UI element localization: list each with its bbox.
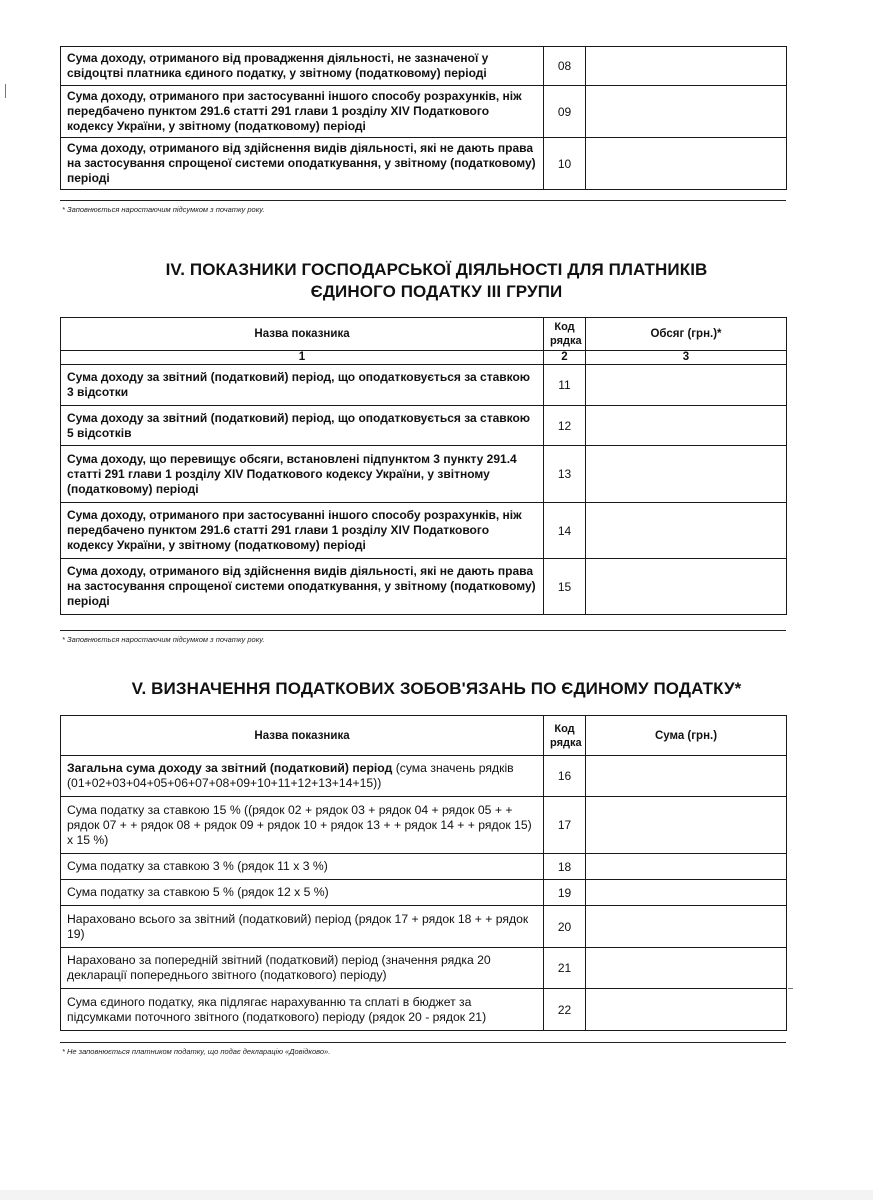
table-row — [61, 880, 787, 906]
header-value: Сума (грн.) — [586, 716, 787, 756]
table-row — [61, 854, 787, 880]
row-name: Сума доходу, отриманого при застосуванні іншого способу розрахунків, ніж передбачено пунктом 291.6 статті 291 глави 1 розділу XIV Податкового кодексу України, у звітному (податковому) періоді — [61, 503, 544, 559]
row-name: Сума доходу, отриманого від здійснення видів діяльності, які не дають права на застосування спрощеної системи оподаткування, у звітному (податковому) періоді — [61, 559, 544, 615]
row-name: Сума доходу, отриманого від здійснення видів діяльності, які не дають права на застосування спрощеної системи оподаткування, у звітному (податковому) періоді — [61, 138, 544, 190]
section4-table — [60, 317, 787, 615]
row-name: Сума податку за ставкою 15 % ((рядок 02 + рядок 03 + рядок 04 + рядок 05 + + рядок 07 + + рядок 08 + рядок 09 + рядок 10 + рядок 13 + + рядок 14 + + рядок 15) х 15 %) — [61, 797, 544, 854]
row-code: 09 — [544, 86, 586, 138]
row-code: 08 — [544, 47, 586, 86]
header-name: Назва показника — [61, 716, 544, 756]
row-name: Сума доходу за звітний (податковий) період, що оподатковується за ставкою 3 відсотки — [61, 365, 544, 406]
header-code-line2: рядка — [550, 335, 582, 347]
table-row — [61, 756, 787, 797]
row-name: Сума податку за ставкою 5 % (рядок 12 х 5 %) — [61, 880, 544, 906]
row-name: Сума доходу за звітний (податковий) період, що оподатковується за ставкою 5 відсотків — [61, 406, 544, 446]
row-value-cell[interactable] — [586, 854, 787, 880]
row-value-cell[interactable] — [586, 989, 787, 1031]
section4-title-line2: ЄДИНОГО ПОДАТКУ III ГРУПИ — [310, 282, 563, 301]
section3-table — [60, 46, 787, 190]
row-code: 11 — [544, 365, 586, 406]
divider — [60, 200, 786, 201]
row-name: Нараховано всього за звітний (податковий) період (рядок 17 + рядок 18 + + рядок 19) — [61, 906, 544, 948]
column-number: 1 — [61, 351, 544, 365]
section4-title-line1: IV. ПОКАЗНИКИ ГОСПОДАРСЬКОЇ ДІЯЛЬНОСТІ ДЛЯ ПЛАТНИКІВ — [165, 260, 708, 279]
row-value-cell[interactable] — [586, 446, 787, 503]
divider — [60, 1042, 786, 1043]
row-code: 16 — [544, 756, 586, 797]
row-value-cell[interactable] — [586, 138, 787, 190]
row-code: 17 — [544, 797, 586, 854]
header-code-line1: Код — [554, 722, 575, 735]
divider — [60, 630, 786, 631]
header-code-line2: рядка — [550, 736, 582, 749]
row-code: 14 — [544, 503, 586, 559]
row-code: 22 — [544, 989, 586, 1031]
row-code: 21 — [544, 948, 586, 989]
header-code-line1: Код — [554, 321, 575, 333]
row-code: 18 — [544, 854, 586, 880]
row-value-cell[interactable] — [586, 906, 787, 948]
footnote: * Заповнюється наростаючим підсумком з початку року. — [62, 635, 265, 644]
row-code: 10 — [544, 138, 586, 190]
header-code — [544, 318, 586, 351]
row-value-cell[interactable] — [586, 880, 787, 906]
row-value-cell[interactable] — [586, 756, 787, 797]
scan-mark — [788, 988, 793, 989]
column-number: 2 — [544, 351, 586, 365]
column-number: 3 — [586, 351, 787, 365]
header-name: Назва показника — [61, 318, 544, 351]
table-row — [61, 797, 787, 854]
section5-title: V. ВИЗНАЧЕННЯ ПОДАТКОВИХ ЗОБОВ'ЯЗАНЬ ПО ЄДИНОМУ ПОДАТКУ* — [131, 679, 742, 698]
row-name: Сума доходу, отриманого при застосуванні іншого способу розрахунків, ніж передбачено пунктом 291.6 статті 291 глави 1 розділу XIV Податкового кодексу України, у звітному (податковому) періоді — [61, 86, 544, 138]
row-name: Сума податку за ставкою 3 % (рядок 11 х 3 %) — [61, 854, 544, 880]
table-row — [61, 365, 787, 406]
row-value-cell[interactable] — [586, 559, 787, 615]
row-value-cell[interactable] — [586, 948, 787, 989]
row-value-cell[interactable] — [586, 47, 787, 86]
header-row — [61, 318, 787, 351]
row-value-cell[interactable] — [586, 797, 787, 854]
table-row — [61, 989, 787, 1031]
column-number-row — [61, 351, 787, 365]
table-row — [61, 446, 787, 503]
row-code: 20 — [544, 906, 586, 948]
row-name: Сума єдиного податку, яка підлягає нарахуванню та сплаті в бюджет за підсумками поточного звітного (податкового) періоду (рядок 20 - рядок 21) — [61, 989, 544, 1031]
row-code: 19 — [544, 880, 586, 906]
row-code: 13 — [544, 446, 586, 503]
table-row — [61, 406, 787, 446]
row-value-cell[interactable] — [586, 365, 787, 406]
row-code: 15 — [544, 559, 586, 615]
footnote: * Заповнюється наростаючим підсумком з початку року. — [62, 205, 265, 214]
row-value-cell[interactable] — [586, 503, 787, 559]
row-name-bold: Загальна сума доходу за звітний (податковий) період — [67, 761, 393, 775]
page-edge — [0, 1190, 873, 1200]
table-row — [61, 503, 787, 559]
footnote: * Не заповнюється платником податку, що подає декларацію «Довідково». — [62, 1047, 331, 1056]
section5-table — [60, 715, 787, 1031]
row-name: Сума доходу, отриманого від провадження діяльності, не зазначеної у свідоцтві платника єдиного податку, у звітному (податковому) періоді — [61, 47, 544, 86]
row-name: Нараховано за попередній звітний (податковий) період (значення рядка 20 декларації попереднього звітного (податкового) періоду) — [61, 948, 544, 989]
row-name — [61, 756, 544, 797]
table-row — [61, 138, 787, 190]
row-value-cell[interactable] — [586, 86, 787, 138]
header-value: Обсяг (грн.)* — [586, 318, 787, 351]
table-row — [61, 559, 787, 615]
scan-mark — [5, 84, 6, 98]
header-row — [61, 716, 787, 756]
table-row — [61, 47, 787, 86]
row-code: 12 — [544, 406, 586, 446]
row-value-cell[interactable] — [586, 406, 787, 446]
row-name: Сума доходу, що перевищує обсяги, встановлені підпунктом 3 пункту 291.4 статті 291 глави 1 розділу XIV Податкового кодексу України, у звітному (податковому) періоді — [61, 446, 544, 503]
header-code — [544, 716, 586, 756]
table-row — [61, 86, 787, 138]
table-row — [61, 948, 787, 989]
table-row — [61, 906, 787, 948]
row-name-rest: (сума значень рядків (01+02+03+04+05+06+07+08+09+10+11+12+13+14+15)) — [67, 761, 514, 790]
